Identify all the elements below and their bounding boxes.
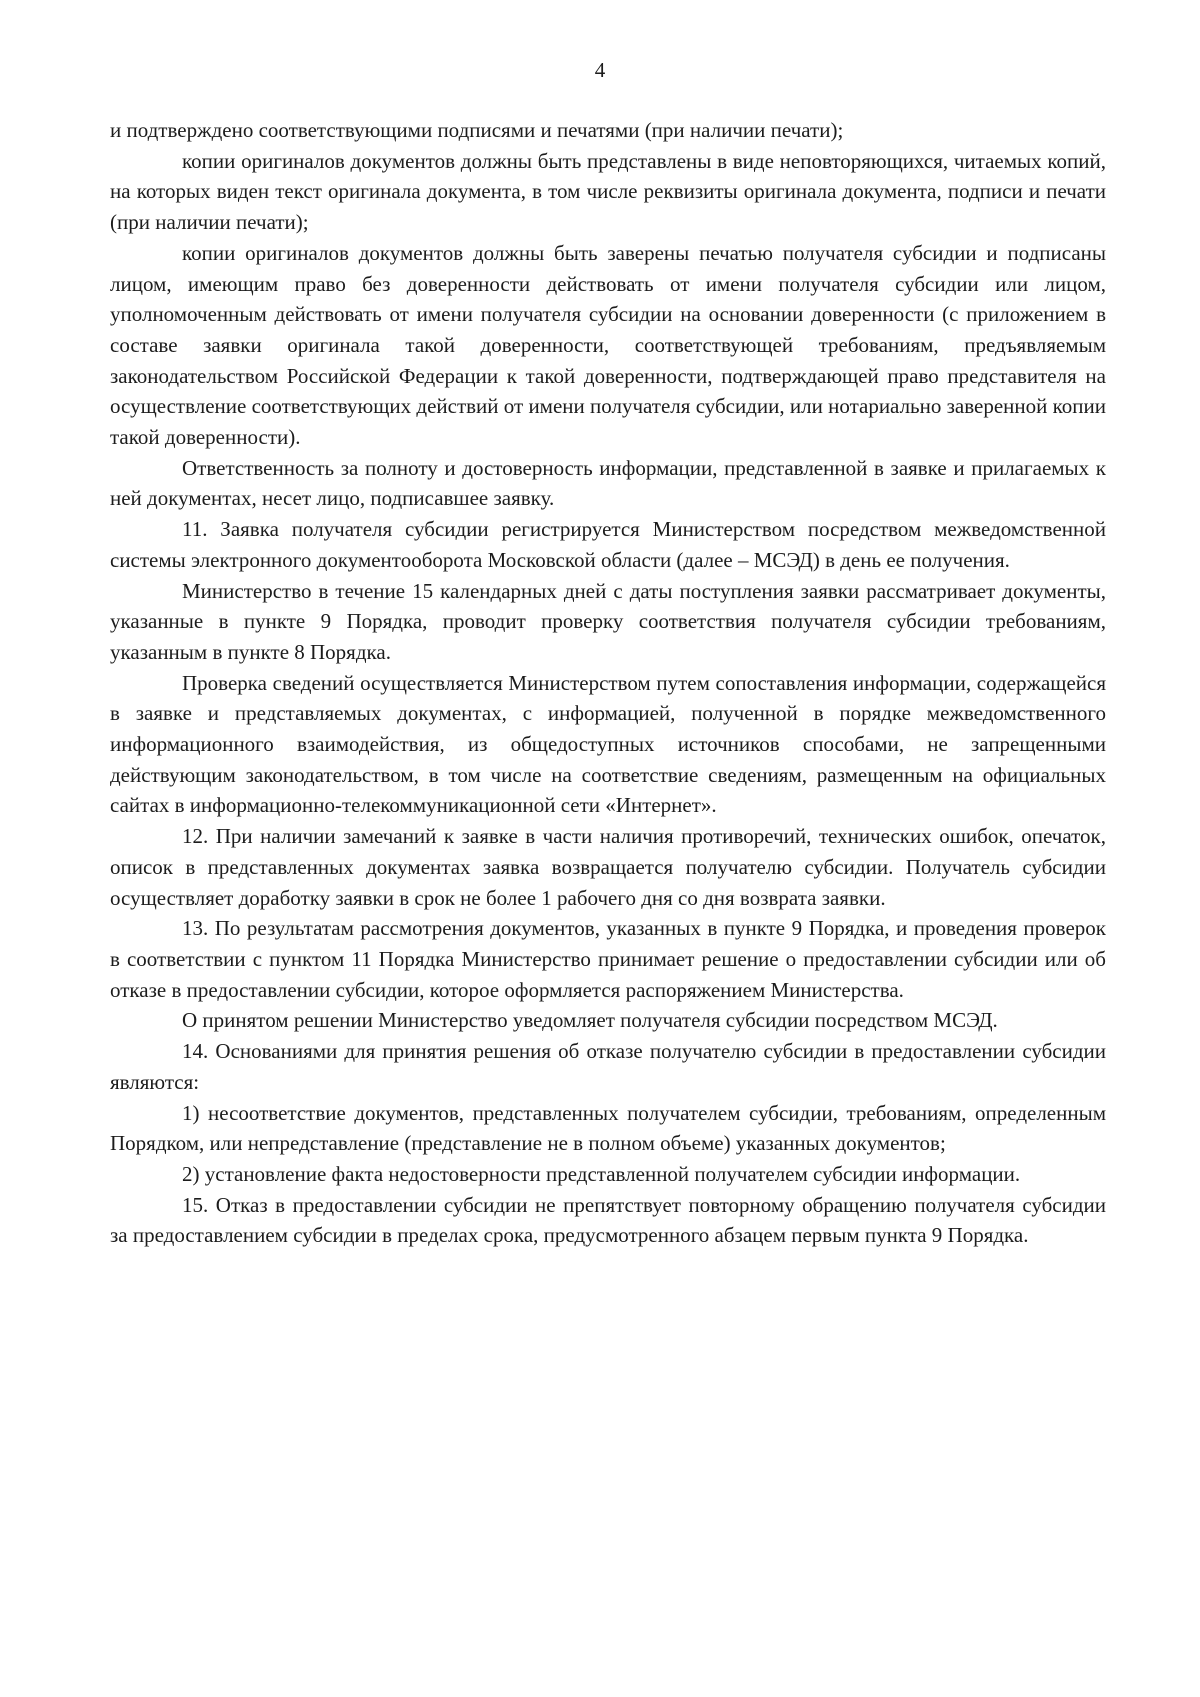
paragraph: копии оригиналов документов должны быть представлены в виде неповторяющихся, читаемых копий, на которых виден текст оригинала документа, в том числе реквизиты оригинала документа, подписи и печати (при наличии печати); [110,148,1106,235]
document-body [110,115,1106,1251]
paragraph-item-14: 14. Основаниями для принятия решения об отказе получателю субсидии в предоставлении субсидии являются: [110,1039,1106,1094]
paragraph: и подтверждено соответствующими подписями и печатями (при наличии печати); [110,118,844,142]
paragraph-item-12: 12. При наличии замечаний к заявке в части наличия противоречий, технических ошибок, опечаток, описок в представленных документах заявка возвращается получателю субсидии. Получатель субсидии осуществляет доработку заявки в срок не более 1 рабочего дня со дня возврата заявки. [110,824,1106,910]
paragraph: О принятом решении Министерство уведомляет получателя субсидии посредством МСЭД. [182,1008,998,1033]
list-item: 1) несоответствие документов, представленных получателем субсидии, требованиям, определенным Порядком, или непредставление (представление не в полном объеме) указанных документов; [110,1100,1106,1156]
paragraph-item-11: 11. Заявка получателя субсидии регистрируется Министерством посредством межведомственной системы электронного документооборота Московской области (далее – МСЭД) в день ее получения. [110,517,1106,572]
paragraph: копии оригиналов документов должны быть заверены печатью получателя субсидии и подписаны лицом, имеющим право без доверенности действовать от имени получателя субсидии или лицом, уполномоченным действовать от имени получателя субсидии на основании доверенности (с приложением в составе заявки оригинала такой доверенности, соответствующей требованиям, предъявляемым законодательством Российской Федерации к такой доверенности, подтверждающей право представителя на осуществление соответствующих действий от имени получателя субсидии, или нотариально заверенной копии такой доверенности). [110,240,1106,450]
paragraph-item-15: 15. Отказ в предоставлении субсидии не препятствует повторному обращению получателя субсидии за предоставлением субсидии в пределах срока, предусмотренного абзацем первым пункта 9 Порядка. [110,1192,1106,1248]
paragraph: Ответственность за полноту и достоверность информации, представленной в заявке и прилагаемых к ней документах, несет лицо, подписавшее заявку. [110,455,1106,511]
list-item: 2) установление факта недостоверности представленной получателем субсидии информации. [182,1161,1021,1186]
paragraph: Проверка сведений осуществляется Министерством путем сопоставления информации, содержащейся в заявке и представляемых документах, с информацией, полученной в порядке межведомственного информационного взаимодействия, из общедоступных источников способами, не запрещенными действующим законодательством, в том числе на соответствие сведениям, размещенным на официальных сайтах в информационно-телекоммуникационной сети «Интернет». [110,670,1106,818]
page-number: 4 [594,58,606,82]
paragraph-item-13: 13. По результатам рассмотрения документов, указанных в пункте 9 Порядка, и проведения проверок в соответствии с пунктом 11 Порядка Министерство принимает решение о предоставлении субсидии или об отказе в предоставлении субсидии, которое оформляется распоряжением Министерства. [110,916,1106,1002]
paragraph: Министерство в течение 15 календарных дней с даты поступления заявки рассматривает документы, указанные в пункте 9 Порядка, проводит проверку соответствия получателя субсидии требованиям, указанным в пункте 8 Порядка. [110,578,1106,664]
